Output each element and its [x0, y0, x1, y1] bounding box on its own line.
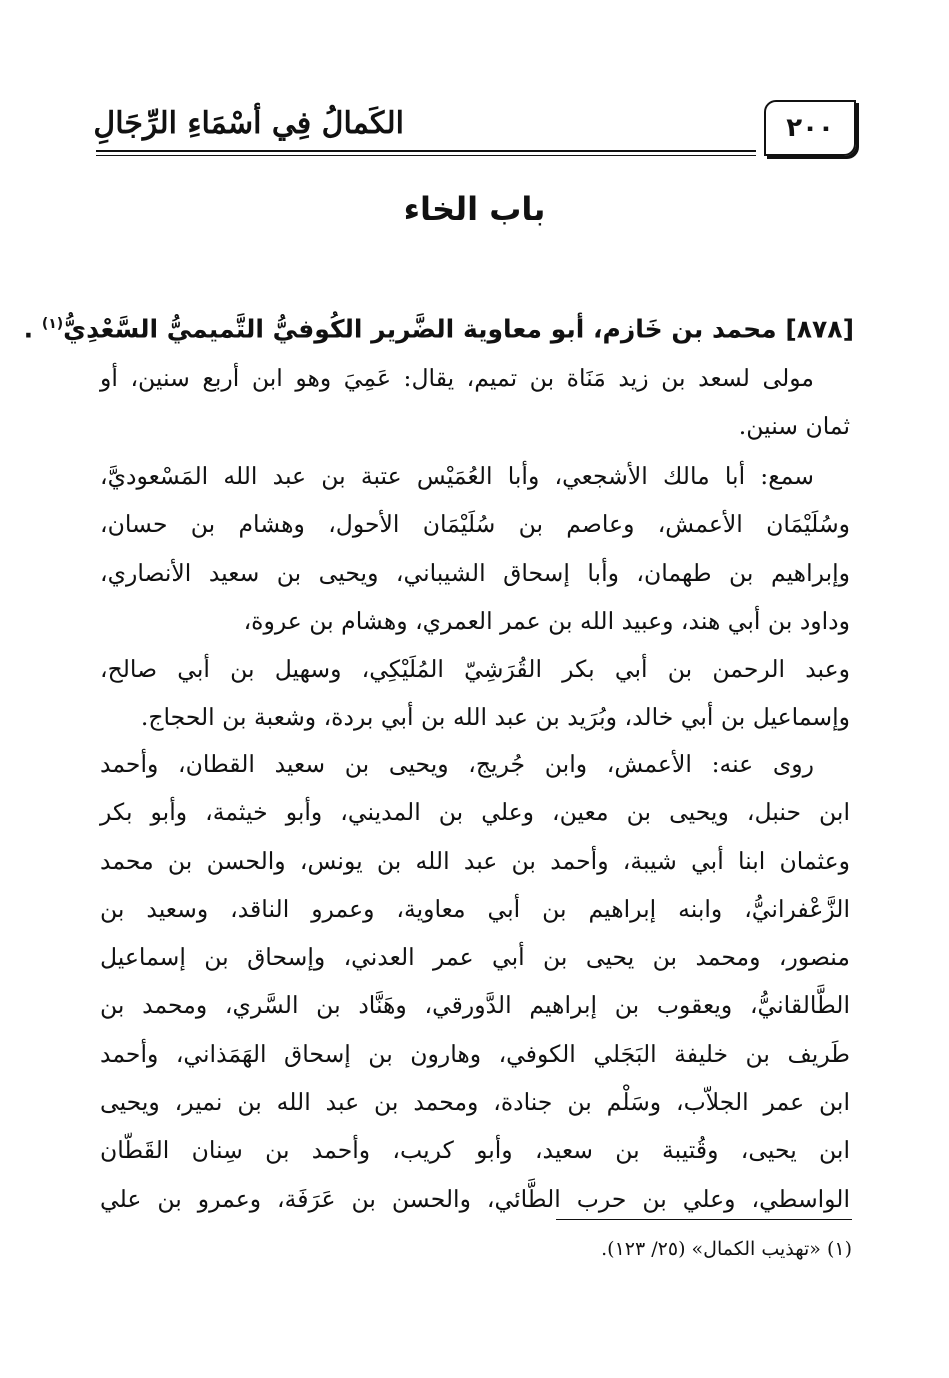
- chapter-title: باب الخاء: [403, 190, 546, 228]
- text-line: منصور، ومحمد بن يحيى بن أبي عمر العدني، وإسحاق بن إسماعيل: [100, 943, 850, 972]
- page-number: ٢٠٠: [764, 100, 856, 156]
- text-line: وإسماعيل بن أبي خالد، وبُرَيد بن عبد الله بن أبي بردة، وشعبة بن الحجاج.: [140, 703, 850, 732]
- entry-heading: [23, 300, 854, 353]
- paragraph-students: [100, 740, 850, 1223]
- text-line: سمع: أبا مالك الأشجعي، وأبا العُمَيْس عتبة بن عبد الله المَسْعوديَّ،: [100, 462, 814, 490]
- text-line: الطَّالقانيُّ، ويعقوب بن إبراهيم الدَّورقي، وهَنَّاد بن السَّري، ومحمد بن: [100, 991, 850, 1020]
- entry-heading-end: .: [23, 314, 42, 344]
- text-line: ابن عمر الجلاّب، وسَلْم بن جنادة، ومحمد بن عبد الله بن نمير، ويحيى: [100, 1088, 850, 1117]
- text-line: ابن يحيى، وقُتيبة بن سعيد، وأبو كريب، وأحمد بن سِنان القَطّان: [100, 1136, 850, 1165]
- text-line: الواسطي، وعلي بن حرب الطَّائي، والحسن بن عَرَفَة، وعمرو بن علي: [100, 1184, 850, 1213]
- text-line: طَريف بن خليفة البَجَلي الكوفي، وهارون بن إسحاق الهَمَذاني، وأحمد: [100, 1039, 850, 1068]
- text-line: وإبراهيم بن طهمان، وأبا إسحاق الشيباني، ويحيى بن سعيد الأنصاري،: [100, 558, 850, 587]
- footnote-rule: [556, 1219, 852, 1220]
- header-rule-thin: [96, 155, 756, 156]
- paragraph-teachers: [100, 452, 850, 742]
- text-line: ثمان سنين.: [738, 412, 850, 441]
- text-line: روى عنه: الأعمش، وابن جُريج، ويحيى بن سعيد القطان، وأحمد: [100, 750, 814, 778]
- text-line: وعثمان ابنا أبي شيبة، وأحمد بن عبد الله بن يونس، والحسن بن محمد: [100, 846, 850, 875]
- footnote-reference: (١): [41, 316, 64, 332]
- entry-heading-text: [٨٧٨] محمد بن خَازم، أبو معاوية الضَّرير الكُوفيُّ التَّميميُّ السَّعْدِيُّ: [63, 314, 854, 344]
- text-line: ابن حنبل، ويحيى بن معين، وعلي بن المديني، وأبو خيثمة، وأبو بكر: [100, 798, 850, 827]
- header-rule: [96, 150, 756, 152]
- text-line: مولى لسعد بن زيد مَنَاة بن تميم، يقال: عَمِيَ وهو ابن أربع سنين، أو: [100, 364, 814, 392]
- running-title: الكَمالُ فِي أسْمَاءِ الرِّجَالِ: [93, 106, 404, 141]
- paragraph-biography: [100, 354, 850, 451]
- footnote: (١) «تهذيب الكمال» (٢٥/ ١٢٣).: [601, 1238, 852, 1260]
- text-line: الزَّعْفرانيُّ، وابنه إبراهيم بن أبي معاوية، وعمرو الناقد، وسعيد بن: [100, 894, 850, 923]
- text-line: وداود بن أبي هند، وعبيد الله بن عمر العمري، وهشام بن عروة،: [243, 606, 850, 635]
- text-line: وعبد الرحمن بن أبي بكر القُرَشِيّ المُلَيْكِي، وسهيل بن أبي صالح،: [100, 655, 850, 684]
- text-line: وسُلَيْمَان الأعمش، وعاصم بن سُلَيْمَان الأحول، وهشام بن حسان،: [100, 510, 850, 539]
